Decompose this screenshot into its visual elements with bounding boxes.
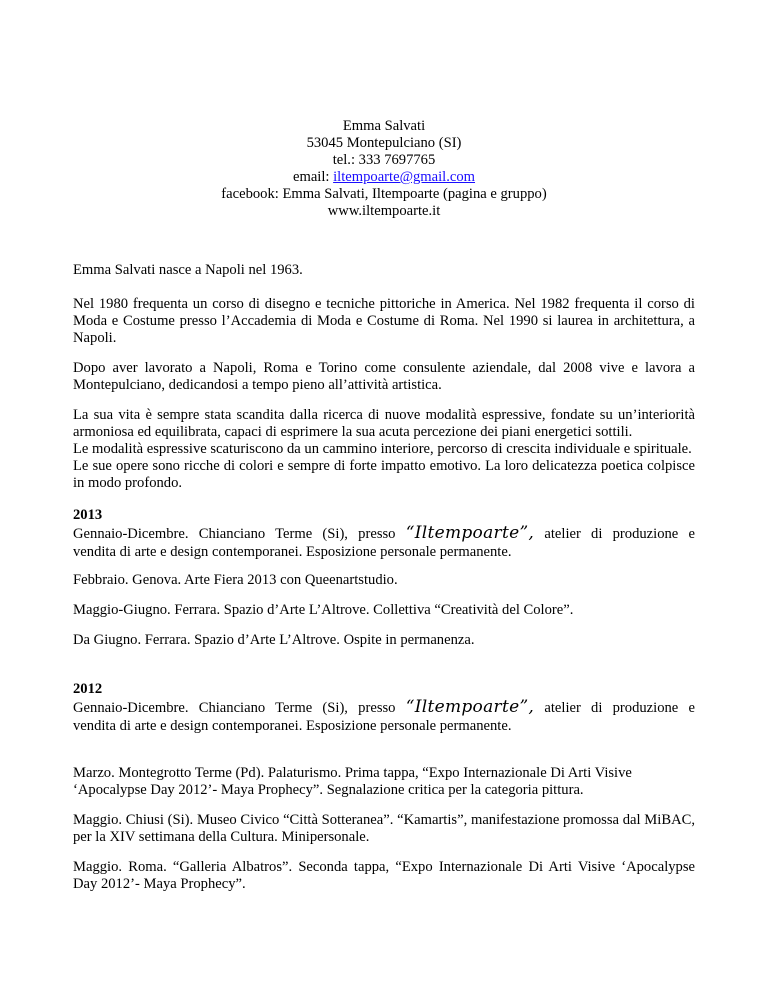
facebook-line: facebook: Emma Salvati, Iltempoarte (pagina e gruppo) (221, 186, 547, 202)
year-heading-2013: 2013 (73, 507, 103, 523)
year-heading-2012: 2012 (73, 681, 103, 697)
event-2012-2-line1: Marzo. Montegrotto Terme (Pd). Palaturismo. Prima tappa, “Expo Internazionale Di Arti Visive (73, 765, 632, 781)
brand-name: “Iltempoarte”, (405, 697, 535, 717)
telephone: tel.: 333 7697765 (332, 152, 436, 168)
event-2012-3: Maggio. Chiusi (Si). Museo Civico “Città Sotteranea”. “Kamartis”, manifestazione promossa dal MiBAC, per la XIV settimana della Cultura. Minipersonale. (73, 812, 695, 845)
document-body (73, 262, 695, 893)
email-label: email: (292, 169, 334, 185)
bio-paragraph-5: Le modalità espressive scaturiscono da un cammino interiore, percorso di crescita individuale e spirituale. (73, 441, 692, 457)
event-2013-4: Da Giugno. Ferrara. Spazio d’Arte L’Altrove. Ospite in permanenza. (73, 632, 475, 648)
event-2013-1-line1: Gennaio-Dicembre. Chianciano Terme (Si), presso “Iltempoarte”, atelier di produzione e (73, 523, 695, 543)
contact-header (0, 118, 768, 220)
bio-paragraph-2: Nel 1980 frequenta un corso di disegno e tecniche pittoriche in America. Nel 1982 frequenta il corso di Moda e Costume presso l’Accademia di Moda e Costume di Roma. Nel 1990 si laurea in architettura, a Napoli. (73, 296, 695, 346)
event-2012-2-line2: ‘Apocalypse Day 2012’- Maya Prophecy”. Segnalazione critica per la categoria pittura. (73, 782, 584, 798)
bio-paragraph-6: Le sue opere sono ricche di colori e sempre di forte impatto emotivo. La loro delicatezza poetica colpisce in modo profondo. (73, 458, 695, 491)
bio-paragraph-1: Emma Salvati nasce a Napoli nel 1963. (73, 262, 303, 278)
brand-name: “Iltempoarte”, (405, 523, 535, 543)
event-2013-2: Febbraio. Genova. Arte Fiera 2013 con Queenartstudio. (73, 572, 398, 588)
bio-paragraph-3: Dopo aver lavorato a Napoli, Roma e Torino come consulente aziendale, dal 2008 vive e lavora a Montepulciano, dedicandosi a tempo pieno all’attività artistica. (73, 360, 695, 393)
email-line (0, 169, 768, 186)
event-2013-1-line2: vendita di arte e design contemporanei. Esposizione personale permanente. (73, 544, 512, 560)
author-name: Emma Salvati (342, 118, 426, 134)
address: 53045 Montepulciano (SI) (306, 135, 462, 151)
bio-paragraph-4: La sua vita è sempre stata scandita dalla ricerca di nuove modalità espressive, fondate su un’interiorità armoniosa ed equilibrata, capaci di esprimere la sua acuta percezione dei piani energetici sottili. (73, 407, 695, 440)
event-2012-1-line1: Gennaio-Dicembre. Chianciano Terme (Si), presso “Iltempoarte”, atelier di produzione e (73, 697, 695, 717)
event-2012-4: Maggio. Roma. “Galleria Albatros”. Seconda tappa, “Expo Internazionale Di Arti Visive ‘Apocalypse Day 2012’- Maya Prophecy”. (73, 859, 695, 892)
email-link[interactable]: iltempoarte@gmail.com (333, 169, 476, 185)
event-2013-3: Maggio-Giugno. Ferrara. Spazio d’Arte L’Altrove. Collettiva “Creatività del Colore”. (73, 602, 574, 618)
event-2012-1-line2: vendita di arte e design contemporanei. Esposizione personale permanente. (73, 718, 512, 734)
website-line: www.iltempoarte.it (327, 203, 441, 219)
